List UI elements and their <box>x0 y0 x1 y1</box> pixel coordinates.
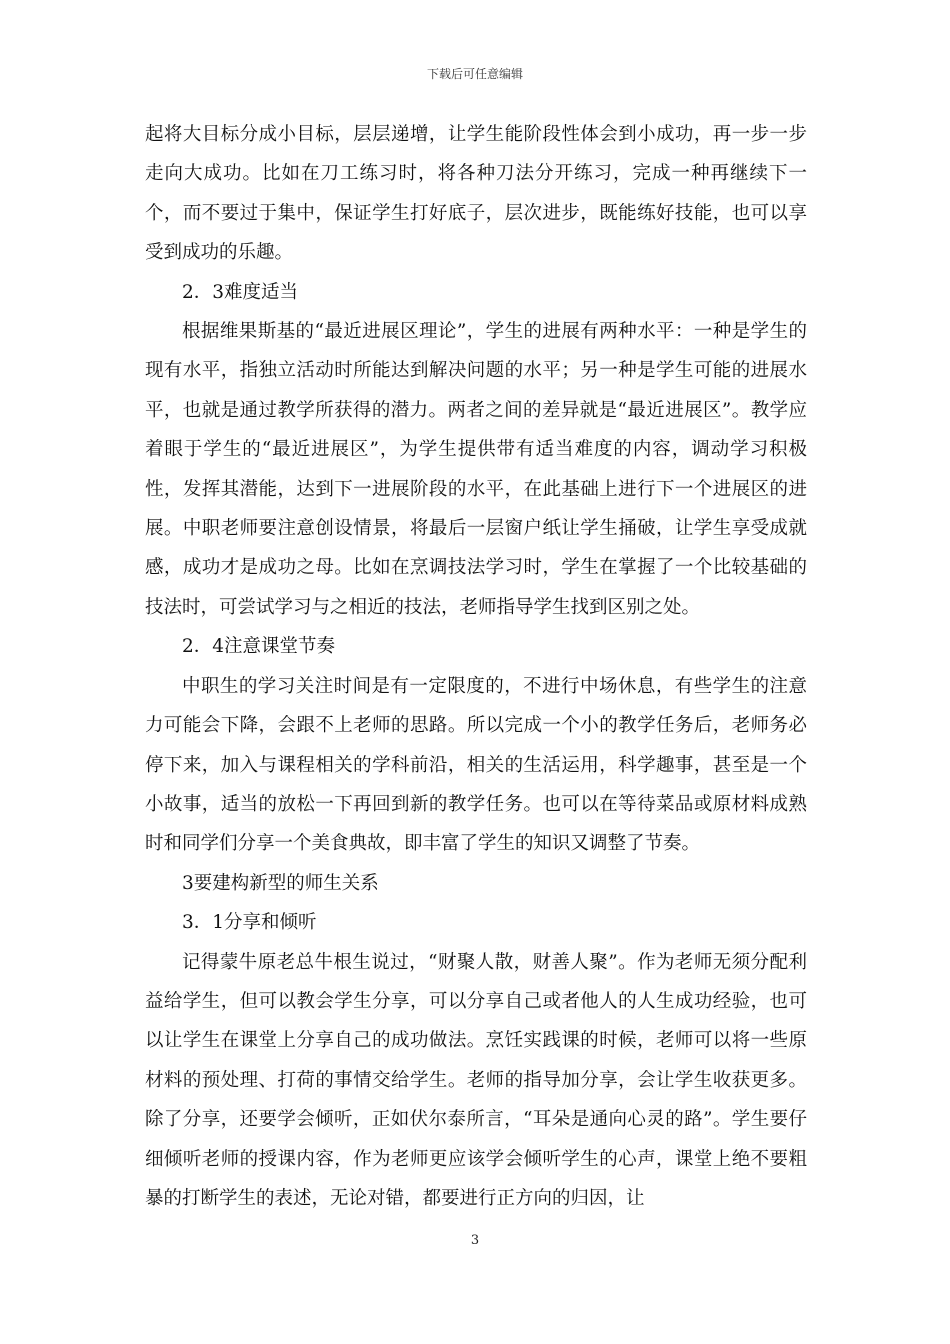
section-heading-3: 3要建构新型的师生关系 <box>182 872 379 894</box>
page-header: 下载后可任意编辑 <box>426 67 523 81</box>
section-heading-2-3: 2．3难度适当 <box>182 281 299 303</box>
document-body <box>145 115 807 1218</box>
paragraph: 中职生的学习关注时间是有一定限度的，不进行中场休息，有些学生的注意力可能会下降，会跟不上老师的思路。所以完成一个小的教学任务后，老师务必停下来，加入与课程相关的学科前沿，相关的生活运用，科学趣事，甚至是一个小故事，适当的放松一下再回到新的教学任务。也可以在等待菜品或原材料成熟时和同学们分享一个美食典故，即丰富了学生的知识又调整了节奏。 <box>145 675 807 855</box>
paragraph-continuation: 起将大目标分成小目标，层层递增，让学生能阶段性体会到小成功，再一步一步走向大成功。比如在刀工练习时，将各种刀法分开练习，完成一种再继续下一个，而不要过于集中，保证学生打好底子，层次进步，既能练好技能，也可以享受到成功的乐趣。 <box>145 124 807 264</box>
section-heading-3-1: 3．1分享和倾听 <box>182 912 317 934</box>
section-heading-2-4: 2．4注意课堂节奏 <box>182 636 336 658</box>
page-number: 3 <box>470 1233 480 1248</box>
paragraph: 记得蒙牛原老总牛根生说过，“财聚人散，财善人聚”。作为老师无须分配利益给学生，但可以教会学生分享，可以分享自己或者他人的人生成功经验，也可以让学生在课堂上分享自己的成功做法。烹饪实践课的时候，老师可以将一些原材料的预处理、打荷的事情交给学生。老师的指导加分享，会让学生收获更多。除了分享，还要学会倾听，正如伏尔泰所言，“耳朵是通向心灵的路”。学生要仔细倾听老师的授课内容，作为老师更应该学会倾听学生的心声，课堂上绝不要粗暴的打断学生的表述，无论对错，都要进行正方向的归因，让 <box>145 951 807 1209</box>
paragraph: 根据维果斯基的“最近进展区理论”，学生的进展有两种水平：一种是学生的现有水平，指独立活动时所能达到解决问题的水平；另一种是学生可能的进展水平，也就是通过教学所获得的潜力。两者之间的差异就是“最近进展区”。教学应着眼于学生的“最近进展区”，为学生提供带有适当难度的内容，调动学习积极性，发挥其潜能，达到下一进展阶段的水平，在此基础上进行下一个进展区的进展。中职老师要注意创设情景，将最后一层窗户纸让学生捅破，让学生享受成就感，成功才是成功之母。比如在烹调技法学习时，学生在掌握了一个比较基础的技法时，可尝试学习与之相近的技法，老师指导学生找到区别之处。 <box>145 321 807 618</box>
